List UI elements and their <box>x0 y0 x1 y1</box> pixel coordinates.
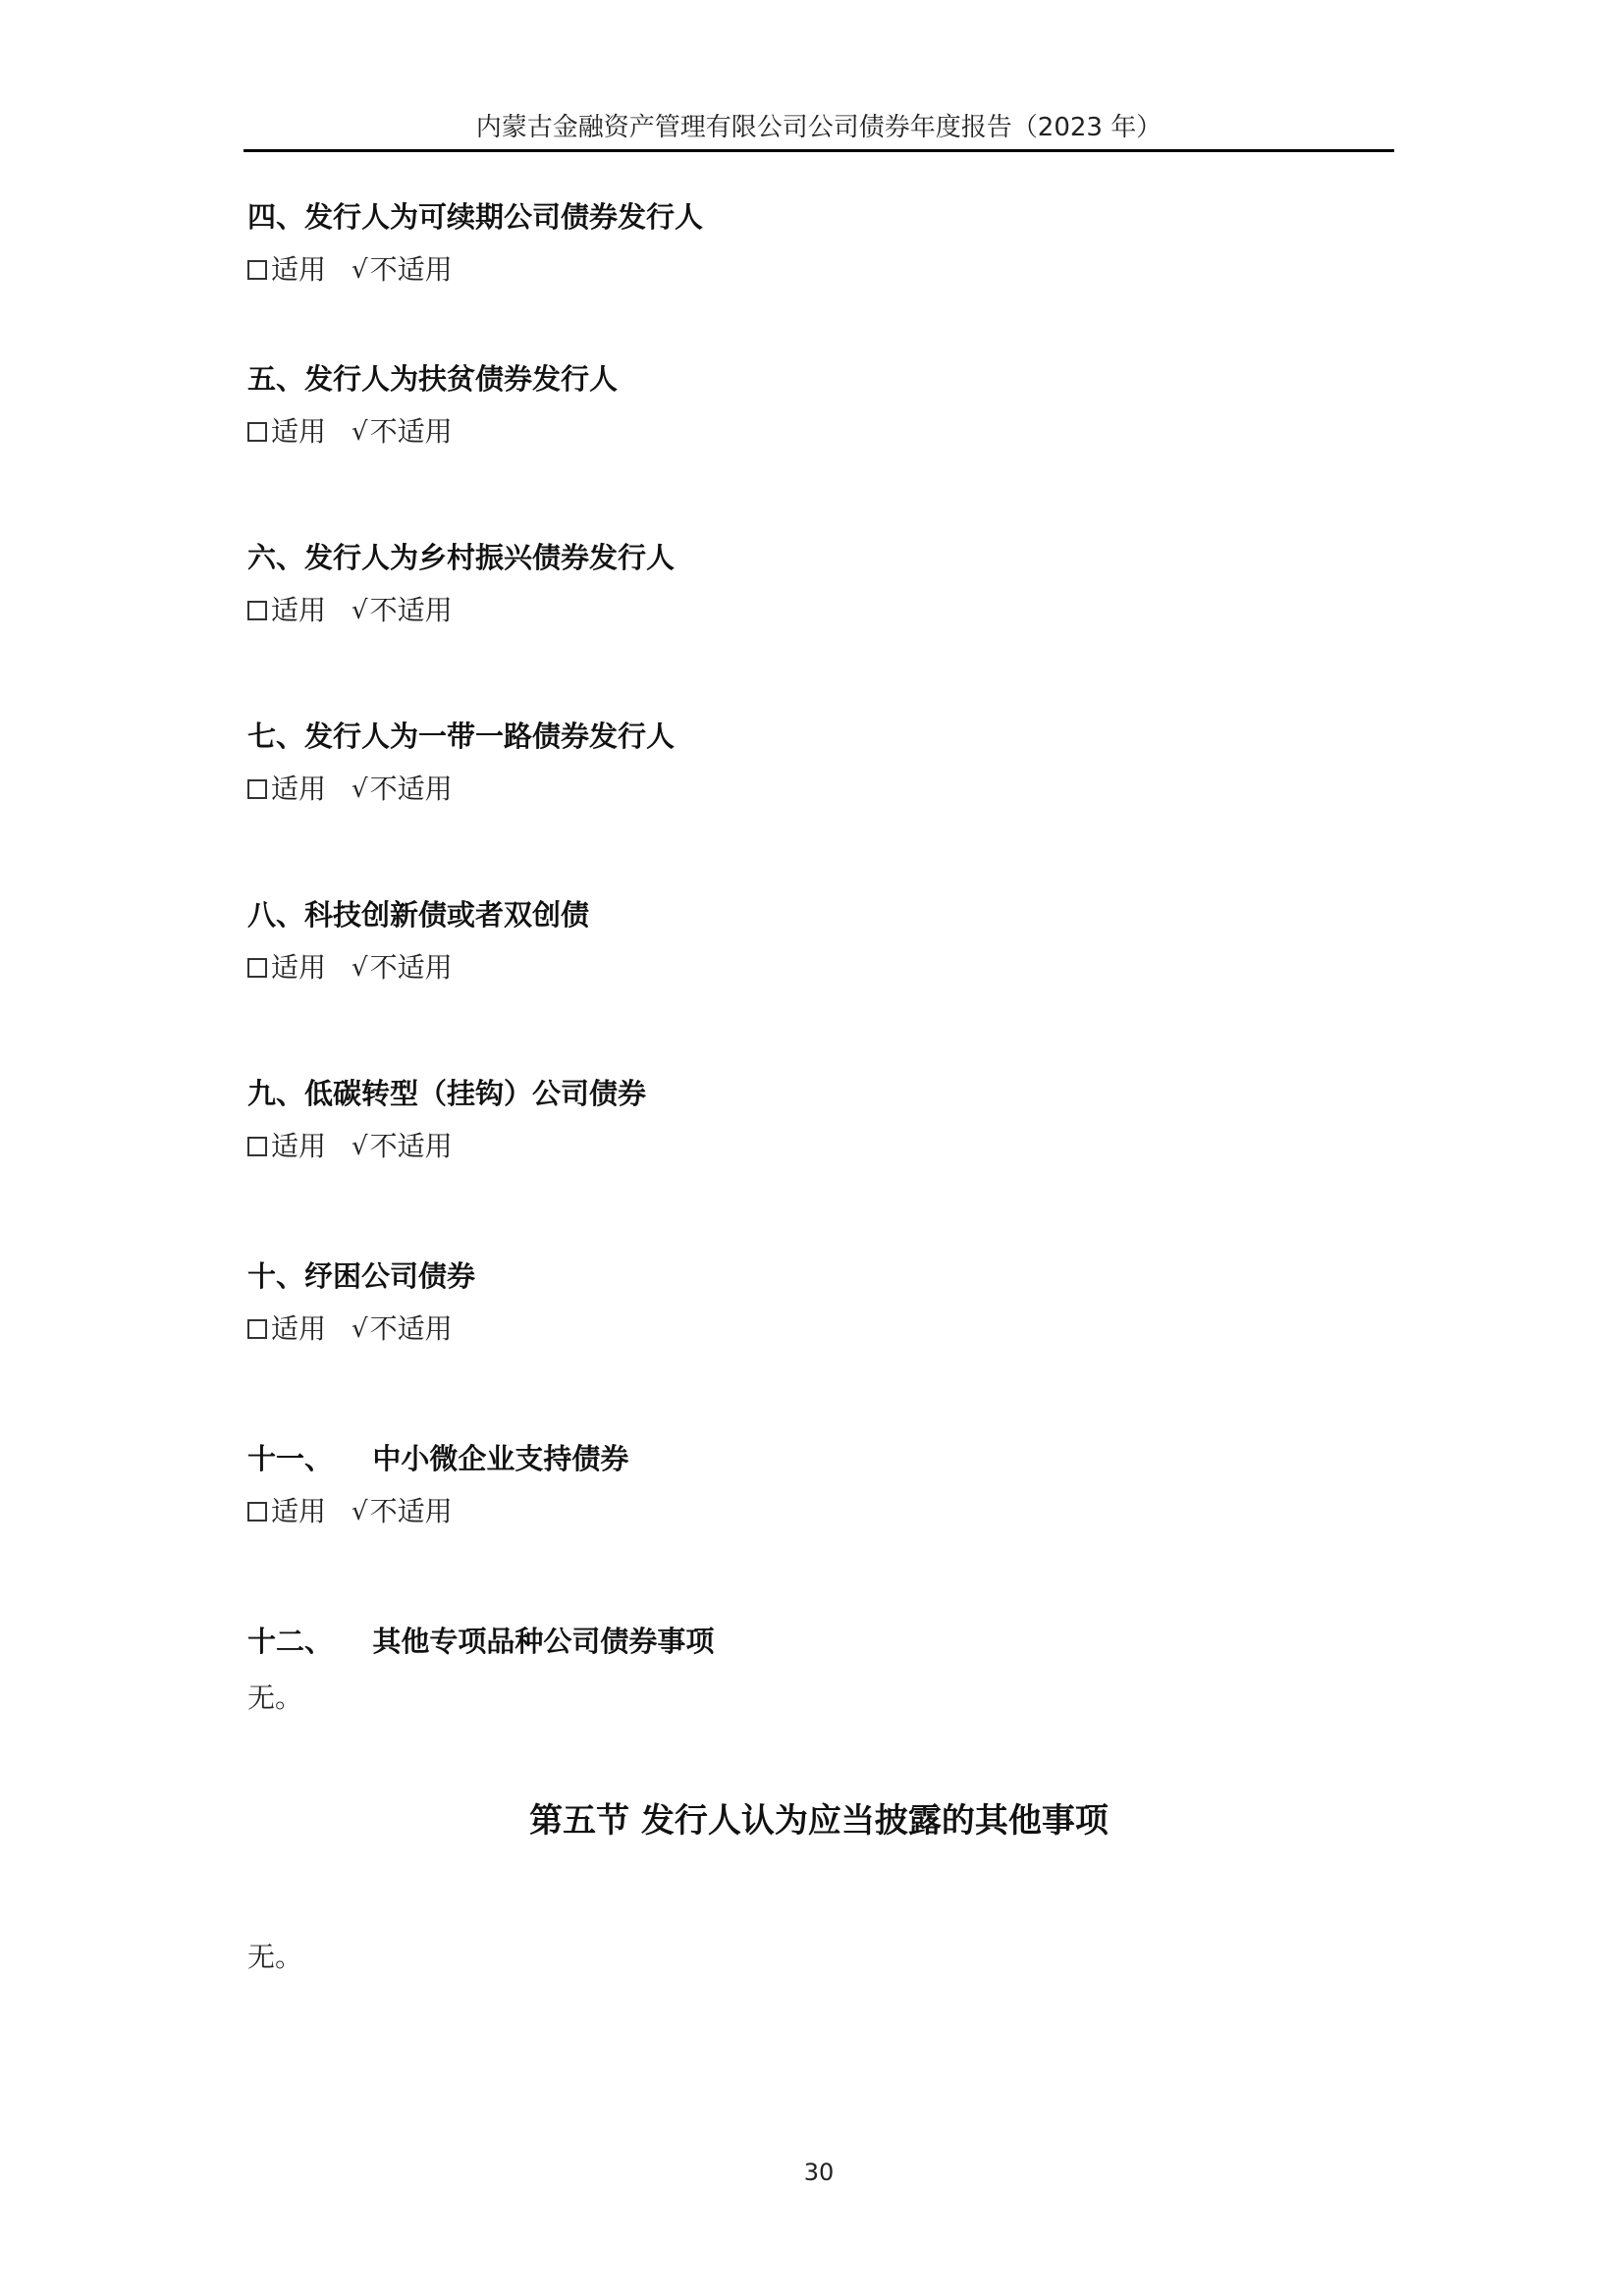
option-not-applicable: 不适用 <box>369 1312 453 1345</box>
unchecked-box-icon <box>247 422 267 442</box>
unchecked-box-icon <box>247 260 267 280</box>
option-applicable: 适用 <box>271 773 327 805</box>
unchecked-box-icon <box>247 1319 267 1339</box>
section-title-6: 六、发行人为乡村振兴债券发行人 <box>247 541 676 574</box>
option-applicable: 适用 <box>271 253 327 286</box>
option-applicable: 适用 <box>271 1130 327 1162</box>
option-applicable: 适用 <box>271 1495 327 1527</box>
applicability-options-7 <box>247 772 453 807</box>
section-title-12: 十二、 其他专项品种公司债券事项 <box>247 1625 715 1658</box>
option-not-applicable: 不适用 <box>369 951 453 984</box>
check-mark-icon: √ <box>352 1314 368 1344</box>
check-mark-icon: √ <box>352 1132 368 1161</box>
applicability-options-8 <box>247 950 453 986</box>
chapter-title: 第五节 发行人认为应当披露的其他事项 <box>529 1801 1109 1841</box>
section-title-9: 九、低碳转型（挂钩）公司债券 <box>247 1077 647 1110</box>
applicability-options-5 <box>247 414 453 450</box>
unchecked-box-icon <box>247 1137 267 1156</box>
chapter-body: 无。 <box>247 1941 303 1973</box>
check-mark-icon: √ <box>352 1497 368 1526</box>
option-not-applicable: 不适用 <box>369 594 453 626</box>
check-mark-icon: √ <box>352 596 368 625</box>
option-not-applicable: 不适用 <box>369 415 453 448</box>
header-divider <box>244 149 1394 152</box>
check-mark-icon: √ <box>352 953 368 983</box>
applicability-options-6 <box>247 593 453 628</box>
option-applicable: 适用 <box>271 594 327 626</box>
check-mark-icon: √ <box>352 417 368 447</box>
unchecked-box-icon <box>247 1502 267 1522</box>
applicability-options-4 <box>247 252 453 288</box>
check-mark-icon: √ <box>352 255 368 285</box>
unchecked-box-icon <box>247 779 267 799</box>
check-mark-icon: √ <box>352 774 368 804</box>
applicability-options-10 <box>247 1311 453 1347</box>
section-12-body: 无。 <box>247 1682 303 1714</box>
option-applicable: 适用 <box>271 1312 327 1345</box>
section-title-8: 八、科技创新债或者双创债 <box>247 898 590 932</box>
page-header-title: 内蒙古金融资产管理有限公司公司债券年度报告（2023 年） <box>475 113 1163 142</box>
page-number: 30 <box>803 2159 835 2186</box>
section-title-10: 十、纾困公司债券 <box>247 1259 476 1293</box>
section-title-11: 十一、 中小微企业支持债券 <box>247 1442 629 1475</box>
option-applicable: 适用 <box>271 951 327 984</box>
unchecked-box-icon <box>247 958 267 978</box>
option-not-applicable: 不适用 <box>369 1495 453 1527</box>
section-title-5: 五、发行人为扶贫债券发行人 <box>247 362 619 396</box>
section-title-4: 四、发行人为可续期公司债券发行人 <box>247 200 704 234</box>
option-not-applicable: 不适用 <box>369 253 453 286</box>
applicability-options-11 <box>247 1494 453 1529</box>
option-not-applicable: 不适用 <box>369 773 453 805</box>
unchecked-box-icon <box>247 601 267 620</box>
option-applicable: 适用 <box>271 415 327 448</box>
section-title-7: 七、发行人为一带一路债券发行人 <box>247 720 676 753</box>
applicability-options-9 <box>247 1129 453 1164</box>
option-not-applicable: 不适用 <box>369 1130 453 1162</box>
